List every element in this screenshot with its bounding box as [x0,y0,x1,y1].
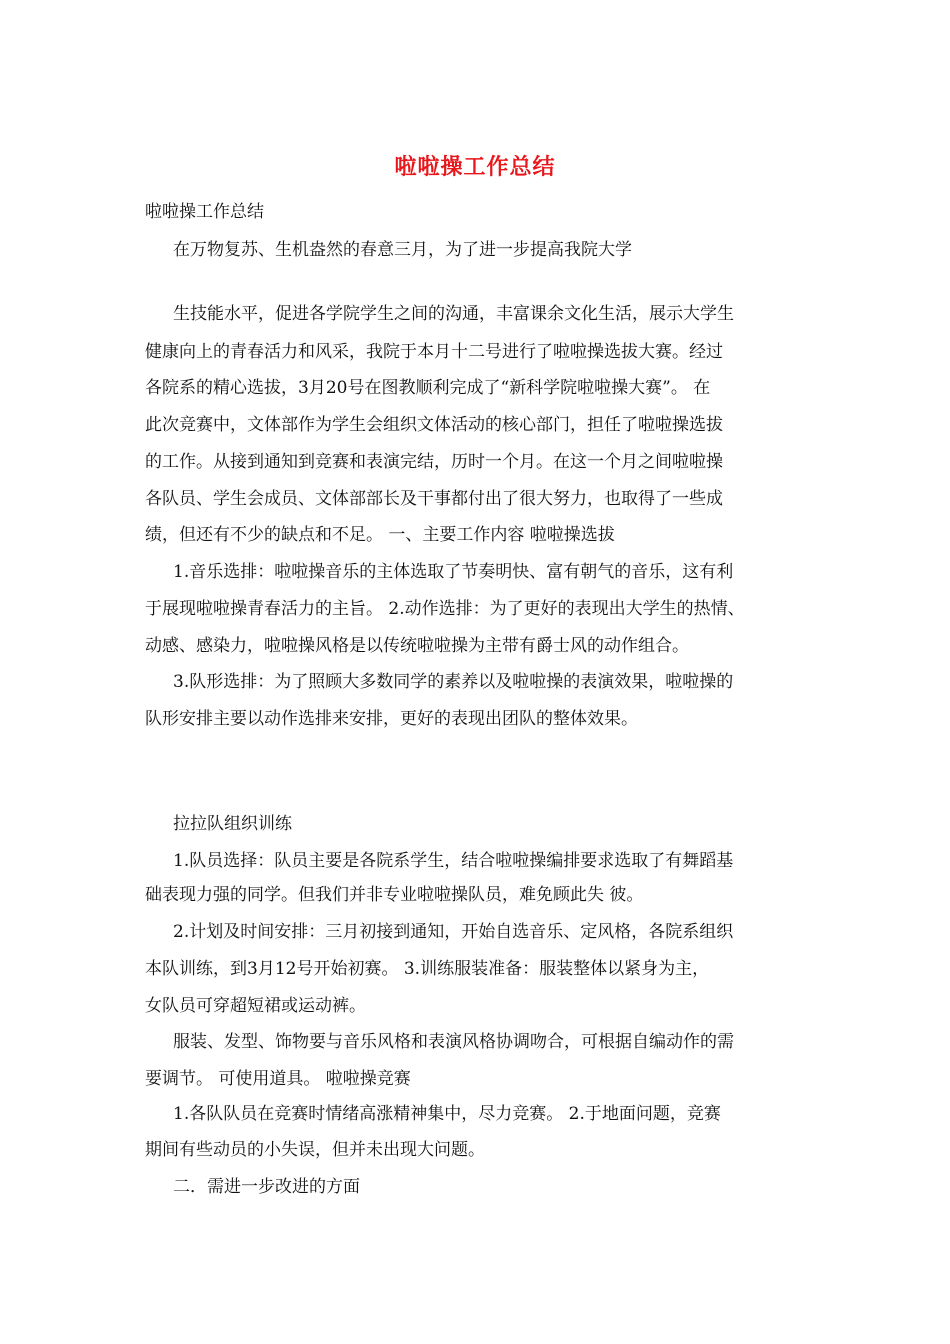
paragraph-line: 女队员可穿超短裙或运动裤。 [145,996,366,1016]
section-heading: 拉拉队组织训练 [173,814,292,834]
paragraph-line: 的工作。从接到通知到竞赛和表演完结，历时一个月。在这一个月之间啦啦操 [145,452,723,472]
paragraph-line: 在万物复苏、生机盎然的春意三月，为了进一步提高我院大学 [173,240,632,260]
paragraph-line: 健康向上的青春活力和风采，我院于本月十二号进行了啦啦操选拔大赛。经过 [145,342,723,362]
paragraph-line: 1.音乐选排：啦啦操音乐的主体选取了节奏明快、富有朝气的音乐，这有利 [173,562,734,582]
section-heading: 二．需进一步改进的方面 [173,1177,360,1197]
document-subtitle: 啦啦操工作总结 [145,202,264,222]
paragraph-line: 期间有些动员的小失误，但并未出现大问题。 [145,1140,485,1160]
paragraph-line: 服装、发型、饰物要与音乐风格和表演风格协调吻合，可根据自编动作的需 [173,1032,734,1052]
paragraph-line: 2.计划及时间安排：三月初接到通知，开始自选音乐、定风格，各院系组织 [173,922,734,942]
document-title: 啦啦操工作总结 [394,154,556,180]
paragraph-line: 础表现力强的同学。但我们并非专业啦啦操队员，难免顾此失 彼。 [145,885,644,905]
paragraph-line: 3.队形选排：为了照顾大多数同学的素养以及啦啦操的表演效果，啦啦操的 [173,672,734,692]
paragraph-line: 生技能水平，促进各学院学生之间的沟通，丰富课余文化生活，展示大学生 [173,304,734,324]
paragraph-line: 本队训练，到3月12号开始初赛。 3.训练服装准备：服装整体以紧身为主， [145,959,710,979]
paragraph-line: 各队员、学生会成员、文体部部长及干事都付出了很大努力，也取得了一些成 [145,489,723,509]
paragraph-line: 于展现啦啦操青春活力的主旨。 2.动作选排：为了更好的表现出大学生的热情、 [145,599,745,619]
paragraph-line: 要调节。 可使用道具。 啦啦操竞赛 [145,1069,411,1089]
paragraph-line: 绩，但还有不少的缺点和不足。 一、主要工作内容 啦啦操选拔 [145,525,615,545]
paragraph-line: 动感、感染力，啦啦操风格是以传统啦啦操为主带有爵士风的动作组合。 [145,636,689,656]
paragraph-line: 1.各队队员在竞赛时情绪高涨精神集中，尽力竞赛。 2.于地面问题，竞赛 [173,1104,721,1124]
paragraph-line: 1.队员选择：队员主要是各院系学生，结合啦啦操编排要求选取了有舞蹈基 [173,851,734,871]
paragraph-line: 队形安排主要以动作选排来安排，更好的表现出团队的整体效果。 [145,709,638,729]
paragraph-line: 此次竞赛中，文体部作为学生会组织文体活动的核心部门，担任了啦啦操选拔 [145,415,723,435]
paragraph-line: 各院系的精心选拔，3月20号在图教顺利完成了“新科学院啦啦操大赛”。 在 [145,378,711,398]
